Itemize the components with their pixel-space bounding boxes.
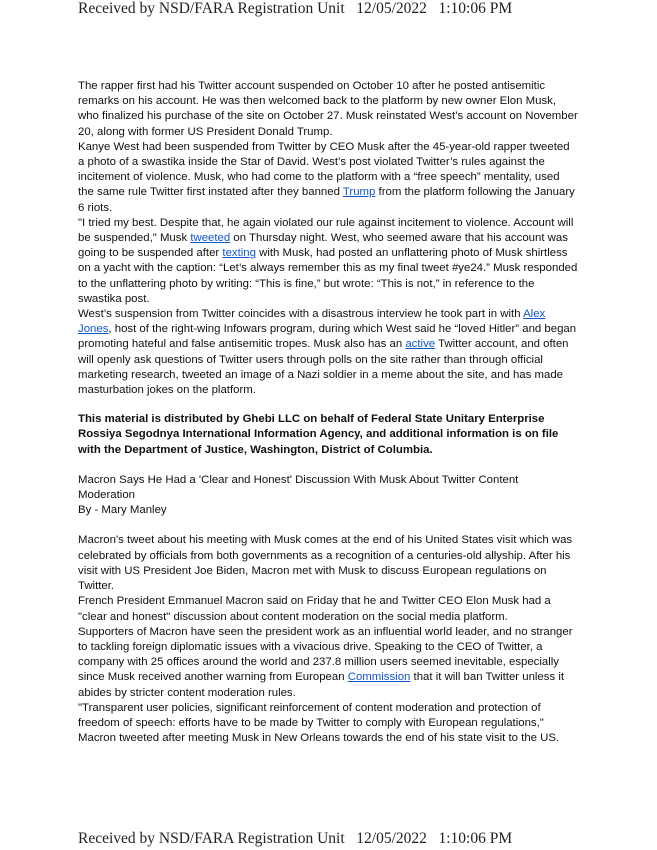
tweeted-link[interactable]: tweeted [190,232,231,245]
trump-link[interactable]: Trump [342,186,376,199]
text-run: West’s suspension from Twitter coincides with a disastrous interview he took part in with [78,308,524,321]
text-run: Supporters of Macron have seen the president work as an influential world leader, and no stranger to tackling foreign diplomatic issues with a vivacious drive. Speaking to the CEO of Twitter, a company with 25 offices around the world and 237.8 million users seemed inevitable, especially since Musk received another warning from European [78,625,573,684]
commission-link[interactable]: Commission [347,671,411,684]
article1-paragraph-3 [78,216,578,307]
text-run: Kanye West had been suspended from Twitter by CEO Musk after the 45-year-old rapper tweeted a photo of a swastika inside the Star of David. West’s post violated Twitter’s rules against the incitement of violence. Musk, who had come to the platform with a “free speech” mentality, used the same rule Twitter first instated after they banned [78,140,570,199]
article1-paragraph-4 [78,307,578,398]
article2-paragraph-1: Macron's tweet about his meeting with Musk comes at the end of his United States visit which was celebrated by officials from both governments as a recognition of a centuries-old allyship. After his visit with US President Joe Biden, Macron met with Musk to discuss European regulations on Twitter. [78,534,573,593]
article2-paragraph-4: "Transparent user policies, significant reinforcement of content moderation and protection of freedom of speech: efforts have to be made by Twitter to comply with European regulations," Macron tweeted after meeting Musk in New Orleans towards the end of his state visit to the US. [78,701,560,745]
fara-stamp-bottom: Received by NSD/FARA Registration Unit 12/05/2022 1:10:06 PM [78,830,513,847]
text-run: with Musk, had posted an unflattering photo of Musk shirtless on a yacht with the caption: “Let’s always remember this as my final tweet #ye24.” Musk responded to the unflattering photo by writing: “This is fine,” but wrote: “This is not,” in reference to the swastika post. [78,247,578,305]
article1-paragraph-1: The rapper first had his Twitter account suspended on October 10 after he posted antisemitic remarks on his account. He was then welcomed back to the platform by new owner Elon Musk, who finalized his purchase of the site on October 27. Musk reinstated West’s account on November 20, along with former US President Donald Trump. [78,80,578,138]
text-run: on Thursday night. West, who seemed aware that his account was going to be suspended after [78,232,568,260]
fara-stamp-top: Received by NSD/FARA Registration Unit 12/05/2022 1:10:06 PM [78,0,513,17]
article2-paragraph-3 [78,625,578,701]
document-body [78,79,578,746]
active-link[interactable]: active [405,338,436,351]
article2-headline: Macron Says He Had a 'Clear and Honest' Discussion With Musk About Twitter Content Moderation [78,473,519,502]
texting-link[interactable]: texting [222,247,256,260]
article2-paragraph-2: French President Emmanuel Macron said on Friday that he and Twitter CEO Elon Musk had a "clear and honest" discussion about content moderation on the social media platform. [78,595,551,623]
text-run: , host of the right-wing Infowars program, during which West said he “loved Hitler” and began promoting hateful and false antisemitic tropes. Musk also has an [78,323,577,351]
fara-disclosure-notice: This material is distributed by Ghebi LLC on behalf of Federal State Unitary Enterprise Rossiya Segodnya International Information Agency, and additional information is on file with the Department of Justice, Washington, District of Columbia. [78,413,559,456]
text-run: from the platform following the January 6 riots. [78,186,575,214]
article1-paragraph-2 [78,140,578,216]
text-run: Twitter account, and often will openly ask questions of Twitter users through polls on the site rather than through official marketing research, tweeted an image of a Nazi soldier in a meme about the site, and has made masturbation jokes on the platform. [78,338,569,397]
article2-byline: By - Mary Manley [78,504,167,517]
text-run: "I tried my best. Despite that, he again violated our rule against incitement to violence. Account will be suspended," Musk [78,216,574,245]
alex-jones-link[interactable]: Alex Jones [78,308,546,336]
text-run: that it will ban Twitter unless it abides by stricter content moderation rules. [78,671,565,699]
